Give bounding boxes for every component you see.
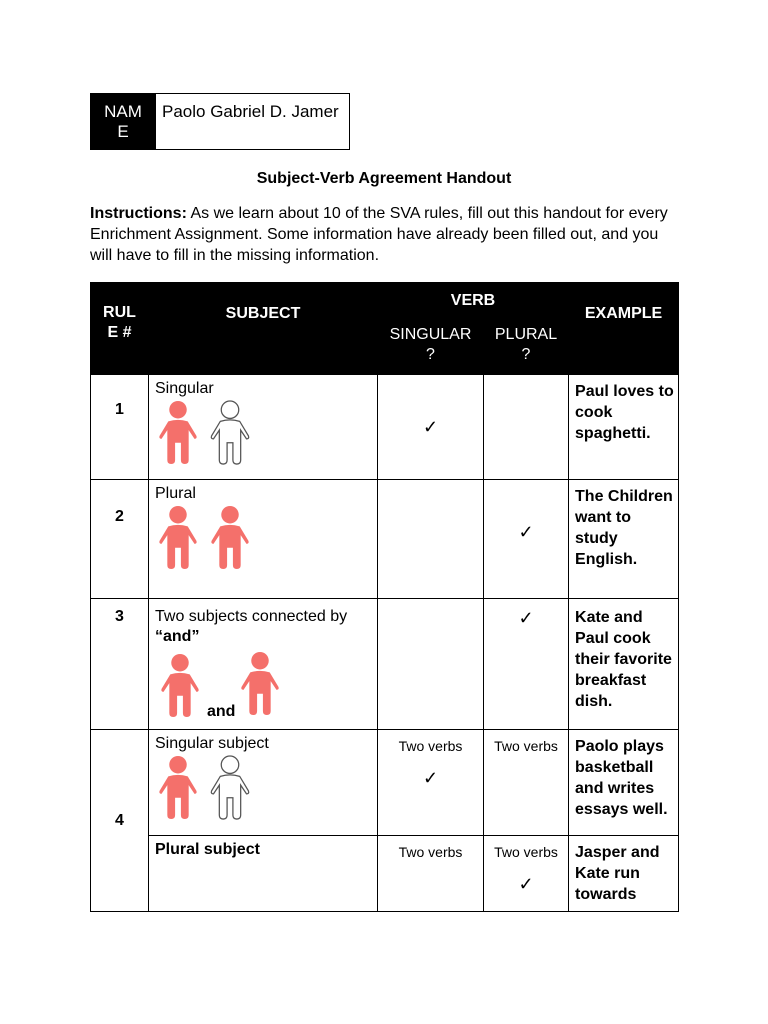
subject-label: Singular subject <box>155 735 269 752</box>
header-plural: PLURAL ? <box>484 323 569 375</box>
subject-label-bold: “and” <box>155 628 200 645</box>
person-filled-icon <box>155 400 201 466</box>
table-row <box>91 599 679 730</box>
plural-cell <box>484 730 569 836</box>
rule-number: 3 <box>91 599 149 730</box>
header-example: EXAMPLE <box>569 283 679 375</box>
verb-note: Two verbs <box>398 738 463 754</box>
singular-cell <box>378 375 484 480</box>
subject-label: Singular <box>155 380 214 397</box>
header-subject: SUBJECT <box>149 283 378 375</box>
plural-cell <box>484 480 569 599</box>
verb-note: Two verbs <box>494 844 558 860</box>
header-verb: VERB <box>378 283 569 323</box>
and-label: and <box>207 703 236 720</box>
checkmark-icon: ✓ <box>518 608 534 628</box>
instructions-text: As we learn about 10 of the SVA rules, fill out this handout for every Enrichment Assignment. Some information have already been filled out, and you will have to fill in the missing information. <box>90 205 668 264</box>
table-row <box>91 480 679 599</box>
singular-cell <box>378 836 484 912</box>
person-filled-icon <box>155 755 201 821</box>
name-value: Paolo Gabriel D. Jamer <box>156 94 350 150</box>
subject-cell <box>149 375 378 480</box>
person-filled-icon <box>207 505 253 571</box>
plural-cell <box>484 599 569 730</box>
page-title: Subject-Verb Agreement Handout <box>256 170 512 187</box>
name-box <box>90 93 350 150</box>
verb-note: Two verbs <box>494 738 558 754</box>
instructions <box>90 203 670 266</box>
subject-label: Plural subject <box>155 841 260 858</box>
example-cell: Jasper and Kate run towards <box>569 836 679 912</box>
singular-cell <box>378 480 484 599</box>
example-cell: Paul loves to cook spaghetti. <box>569 375 679 480</box>
person-filled-icon <box>155 505 201 571</box>
plural-cell <box>484 836 569 912</box>
checkmark-icon: ✓ <box>518 874 534 894</box>
subject-cell <box>149 836 378 912</box>
rule-number: 4 <box>91 730 149 912</box>
sva-table <box>90 282 679 912</box>
person-outline-icon <box>207 755 253 821</box>
table-row <box>91 375 679 480</box>
example-cell: Kate and Paul cook their favorite breakfast dish. <box>569 599 679 730</box>
person-outline-icon <box>207 400 253 466</box>
example-cell: The Children want to study English. <box>569 480 679 599</box>
singular-cell <box>378 730 484 836</box>
example-cell: Paolo plays basketball and writes essays well. <box>569 730 679 836</box>
subject-cell <box>149 480 378 599</box>
instructions-label: Instructions: <box>90 205 187 222</box>
rule-number: 1 <box>91 375 149 480</box>
plural-cell <box>484 375 569 480</box>
subject-cell <box>149 730 378 836</box>
subject-cell <box>149 599 378 730</box>
table-row <box>91 730 679 836</box>
table-row <box>91 836 679 912</box>
checkmark-icon: ✓ <box>422 417 439 437</box>
verb-note: Two verbs <box>398 844 463 860</box>
singular-cell <box>378 599 484 730</box>
checkmark-icon: ✓ <box>422 768 439 788</box>
header-rule: RUL E # <box>91 283 149 375</box>
name-label: NAM E <box>91 94 156 150</box>
subject-label: Two subjects connected by <box>155 608 348 625</box>
rule-number: 2 <box>91 480 149 599</box>
person-filled-icon <box>237 651 283 717</box>
checkmark-icon: ✓ <box>518 522 534 542</box>
header-singular: SINGULAR ? <box>378 323 484 375</box>
person-filled-icon <box>157 653 203 719</box>
subject-label: Plural <box>155 485 196 502</box>
